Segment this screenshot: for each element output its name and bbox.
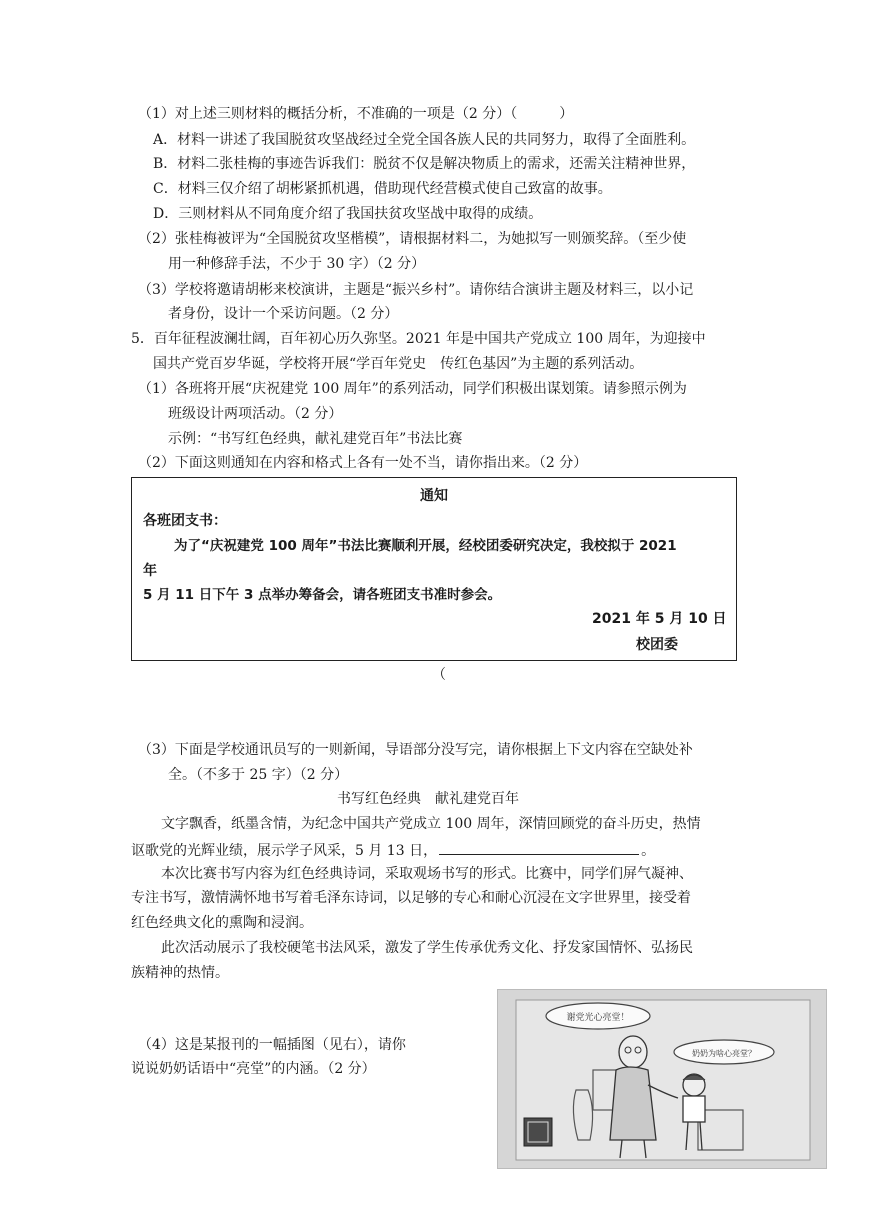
q5-sub1-line2: 班级设计两项活动。（2 分） [168, 406, 343, 422]
q5-sub1-line1: （1）各班将开展“庆祝建党 100 周年”的系列活动，同学们积极出谋划策。请参照示例为 [138, 381, 687, 397]
q5-sub2-stem: （2）下面这则通知在内容和格式上各有一处不当，请你指出来。（2 分） [138, 455, 588, 471]
q4-option-c: C．材料三仅介绍了胡彬紧抓机遇，借助现代经营模式使自己致富的故事。 [153, 181, 612, 197]
q4-sub3-line1: （3）学校将邀请胡彬来校演讲，主题是“振兴乡村”。请你结合演讲主题及材料三，以小记 [138, 282, 694, 298]
q4-option-b: B．材料二张桂梅的事迹告诉我们：脱贫不仅是解决物质上的需求，还需关注精神世界， [153, 156, 696, 172]
q4-sub2-line1: （2）张桂梅被评为“全国脱贫攻坚楷模”，请根据材料二，为她拟写一则颁奖辞。（至少使 [138, 231, 687, 247]
news-p3-line2: 族精神的热情。 [131, 965, 229, 981]
news-p1-line1: 文字飘香，纸墨含情，为纪念中国共产党成立 100 周年，深情回顾党的奋斗历史，热情 [161, 816, 701, 832]
news-p1-line2 [131, 840, 655, 860]
news-p2-line3: 红色经典文化的熏陶和浸润。 [131, 915, 313, 931]
news-p1-period: 。 [641, 843, 656, 859]
news-p1-text: 讴歌党的光辉业绩，展示学子风采，5 月 13 日， [131, 843, 438, 859]
q4-sub2-line2: 用一种修辞手法，不少于 30 字）（2 分） [168, 256, 426, 272]
notice-date: 2021 年 5 月 10 日 [592, 611, 727, 627]
q5-intro-line1: 5．百年征程波澜壮阔，百年初心历久弥坚。2021 年是中国共产党成立 100 周年，为迎接中 [131, 331, 706, 347]
cartoon-illustration [497, 989, 827, 1169]
news-p2-line2: 专注书写，激情满怀地书写着毛泽东诗词，以足够的专心和耐心沉浸在文字世界里，接受着 [131, 890, 691, 906]
q4-sub1-stem: （1）对上述三则材料的概括分析，不准确的一项是（2 分）（ ） [138, 106, 574, 122]
notice-salutation: 各班团支书： [143, 513, 227, 529]
q5-sub4-line2: 说说奶奶话语中“亮堂”的内涵。（2 分） [131, 1061, 376, 1077]
stray-parenthesis: （ [432, 667, 446, 683]
notice-signature: 校团委 [636, 637, 678, 653]
notice-title: 通知 [420, 488, 448, 504]
q5-sub3-line1: （3）下面是学校通讯员写的一则新闻，导语部分没写完，请你根据上下文内容在空缺处补 [138, 742, 693, 758]
fill-in-blank[interactable] [439, 840, 639, 855]
notice-body-line1: 为了“庆祝建党 100 周年”书法比赛顺利开展，经校团委研究决定，我校拟于 2021 [174, 538, 677, 554]
cartoon-drawing [498, 990, 827, 1169]
news-title: 书写红色经典 献礼建党百年 [337, 791, 519, 807]
boy-bubble-text: 奶奶为啥心亮堂？ [692, 1049, 756, 1058]
q5-sub4-line1: （4）这是某报刊的一幅插图（见右），请你 [138, 1037, 406, 1053]
q4-sub3-line2: 者身份，设计一个采访问题。（2 分） [168, 306, 399, 322]
q4-option-d: D．三则材料从不同角度介绍了我国扶贫攻坚战中取得的成绩。 [153, 206, 543, 222]
notice-body-line3: 5 月 11 日下午 3 点举办筹备会，请各班团支书准时参会。 [143, 587, 502, 603]
q5-sub3-line2: 全。（不多于 25 字）（2 分） [168, 767, 349, 783]
q5-intro-line2: 国共产党百岁华诞，学校将开展“学百年党史 传红色基因”为主题的系列活动。 [153, 356, 644, 372]
news-p3-line1: 此次活动展示了我校硬笔书法风采，激发了学生传承优秀文化、抒发家国情怀、弘扬民 [161, 940, 693, 956]
grandma-bubble-text: 谢党光心亮堂！ [566, 1013, 630, 1023]
q5-sub1-example: 示例：“书写红色经典，献礼建党百年”书法比赛 [168, 431, 463, 447]
q4-option-a: A．材料一讲述了我国脱贫攻坚战经过全党全国各族人民的共同努力，取得了全面胜利。 [153, 132, 696, 148]
news-p2-line1: 本次比赛书写内容为红色经典诗词，采取观场书写的形式。比赛中，同学们屏气凝神、 [161, 866, 693, 882]
notice-body-line2: 年 [143, 563, 157, 579]
